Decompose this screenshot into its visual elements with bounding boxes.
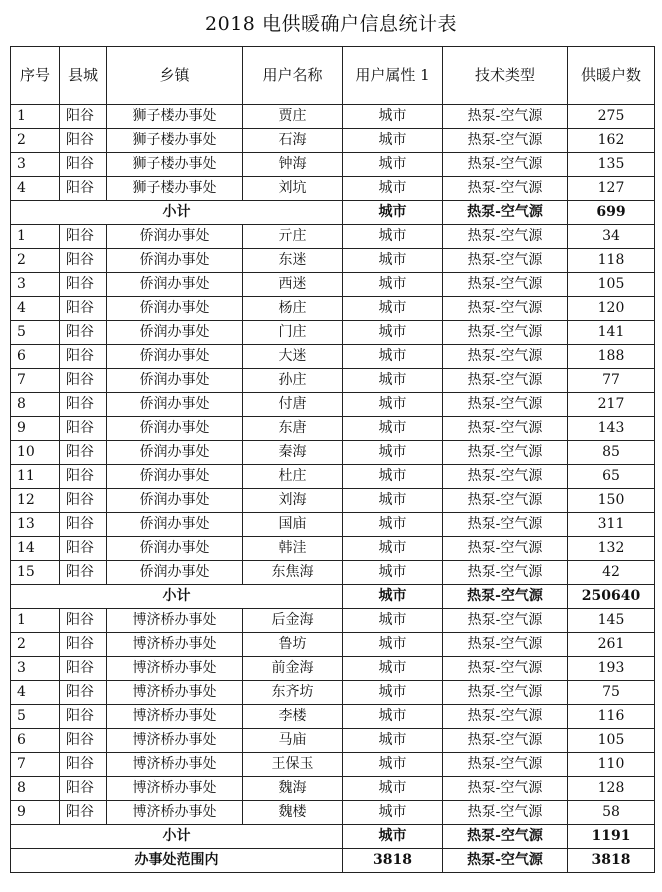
row-tech-type: 热泵-空气源	[443, 729, 568, 753]
row-county: 阳谷	[60, 297, 107, 321]
row-county: 阳谷	[60, 633, 107, 657]
row-town: 博济桥办事处	[107, 657, 243, 681]
row-tech-type: 热泵-空气源	[443, 369, 568, 393]
row-tech-type: 热泵-空气源	[443, 417, 568, 441]
row-index: 7	[11, 369, 60, 393]
row-county: 阳谷	[60, 417, 107, 441]
row-county: 阳谷	[60, 801, 107, 825]
row-user-name: 秦海	[243, 441, 343, 465]
subtotal-tech-type: 热泵-空气源	[443, 825, 568, 849]
row-user-name: 付唐	[243, 393, 343, 417]
row-user-attr: 城市	[343, 441, 443, 465]
row-county: 阳谷	[60, 513, 107, 537]
row-user-attr: 城市	[343, 465, 443, 489]
row-county: 阳谷	[60, 225, 107, 249]
total-tech-type: 热泵-空气源	[443, 849, 568, 873]
row-user-attr: 城市	[343, 609, 443, 633]
row-user-name: 国庙	[243, 513, 343, 537]
table-row	[11, 681, 655, 705]
header-household-count: 供暖户数	[568, 47, 655, 105]
row-town: 狮子楼办事处	[107, 153, 243, 177]
table-row	[11, 345, 655, 369]
row-user-attr: 城市	[343, 417, 443, 441]
row-county: 阳谷	[60, 249, 107, 273]
row-user-attr: 城市	[343, 681, 443, 705]
row-index: 11	[11, 465, 60, 489]
row-user-name: 后金海	[243, 609, 343, 633]
subtotal-attr: 城市	[343, 825, 443, 849]
row-county: 阳谷	[60, 465, 107, 489]
table-row	[11, 105, 655, 129]
row-index: 2	[11, 249, 60, 273]
row-user-attr: 城市	[343, 273, 443, 297]
row-town: 侨润办事处	[107, 417, 243, 441]
row-town: 博济桥办事处	[107, 801, 243, 825]
row-user-attr: 城市	[343, 633, 443, 657]
row-index: 10	[11, 441, 60, 465]
subtotal-attr: 城市	[343, 201, 443, 225]
subtotal-row	[11, 201, 655, 225]
row-user-name: 刘海	[243, 489, 343, 513]
row-county: 阳谷	[60, 777, 107, 801]
row-household-count: 110	[568, 753, 655, 777]
table-row	[11, 609, 655, 633]
row-index: 3	[11, 657, 60, 681]
row-town: 博济桥办事处	[107, 753, 243, 777]
table-row	[11, 225, 655, 249]
row-town: 侨润办事处	[107, 393, 243, 417]
table-row	[11, 513, 655, 537]
row-household-count: 127	[568, 177, 655, 201]
row-tech-type: 热泵-空气源	[443, 225, 568, 249]
row-tech-type: 热泵-空气源	[443, 489, 568, 513]
row-household-count: 105	[568, 729, 655, 753]
row-user-name: 东迷	[243, 249, 343, 273]
row-user-name: 门庄	[243, 321, 343, 345]
row-user-name: 杨庄	[243, 297, 343, 321]
row-county: 阳谷	[60, 753, 107, 777]
row-index: 5	[11, 321, 60, 345]
table-row	[11, 657, 655, 681]
row-index: 2	[11, 129, 60, 153]
header-county: 县城	[60, 47, 107, 105]
row-index: 6	[11, 345, 60, 369]
row-user-attr: 城市	[343, 801, 443, 825]
table-row	[11, 489, 655, 513]
subtotal-count: 1191	[568, 825, 655, 849]
table-row	[11, 777, 655, 801]
row-tech-type: 热泵-空气源	[443, 537, 568, 561]
table-row	[11, 801, 655, 825]
row-user-name: 杜庄	[243, 465, 343, 489]
row-tech-type: 热泵-空气源	[443, 657, 568, 681]
row-index: 2	[11, 633, 60, 657]
row-user-name: 魏楼	[243, 801, 343, 825]
subtotal-label: 小计	[11, 825, 343, 849]
total-count: 3818	[568, 849, 655, 873]
row-household-count: 275	[568, 105, 655, 129]
header-user-name: 用户名称	[243, 47, 343, 105]
table-row	[11, 369, 655, 393]
row-household-count: 145	[568, 609, 655, 633]
row-index: 15	[11, 561, 60, 585]
row-county: 阳谷	[60, 369, 107, 393]
row-user-name: 韩洼	[243, 537, 343, 561]
row-household-count: 116	[568, 705, 655, 729]
row-town: 侨润办事处	[107, 441, 243, 465]
row-county: 阳谷	[60, 129, 107, 153]
row-index: 14	[11, 537, 60, 561]
table-row	[11, 705, 655, 729]
row-town: 博济桥办事处	[107, 729, 243, 753]
row-user-attr: 城市	[343, 129, 443, 153]
row-index: 1	[11, 225, 60, 249]
row-user-attr: 城市	[343, 321, 443, 345]
row-town: 侨润办事处	[107, 297, 243, 321]
row-user-attr: 城市	[343, 537, 443, 561]
row-county: 阳谷	[60, 561, 107, 585]
row-user-name: 西迷	[243, 273, 343, 297]
row-county: 阳谷	[60, 537, 107, 561]
row-household-count: 188	[568, 345, 655, 369]
row-household-count: 58	[568, 801, 655, 825]
row-tech-type: 热泵-空气源	[443, 633, 568, 657]
row-index: 9	[11, 417, 60, 441]
row-user-name: 东唐	[243, 417, 343, 441]
row-county: 阳谷	[60, 657, 107, 681]
row-tech-type: 热泵-空气源	[443, 249, 568, 273]
row-tech-type: 热泵-空气源	[443, 177, 568, 201]
row-user-attr: 城市	[343, 225, 443, 249]
row-household-count: 118	[568, 249, 655, 273]
row-household-count: 75	[568, 681, 655, 705]
row-user-attr: 城市	[343, 561, 443, 585]
row-town: 侨润办事处	[107, 273, 243, 297]
subtotal-row	[11, 585, 655, 609]
row-town: 狮子楼办事处	[107, 177, 243, 201]
subtotal-count: 699	[568, 201, 655, 225]
row-tech-type: 热泵-空气源	[443, 105, 568, 129]
row-town: 狮子楼办事处	[107, 105, 243, 129]
row-town: 侨润办事处	[107, 465, 243, 489]
row-index: 4	[11, 297, 60, 321]
row-town: 狮子楼办事处	[107, 129, 243, 153]
subtotal-tech-type: 热泵-空气源	[443, 585, 568, 609]
row-county: 阳谷	[60, 705, 107, 729]
row-tech-type: 热泵-空气源	[443, 129, 568, 153]
row-user-name: 鲁坊	[243, 633, 343, 657]
row-user-attr: 城市	[343, 153, 443, 177]
row-household-count: 42	[568, 561, 655, 585]
table-row	[11, 177, 655, 201]
row-town: 侨润办事处	[107, 249, 243, 273]
subtotal-label: 小计	[11, 201, 343, 225]
row-household-count: 217	[568, 393, 655, 417]
header-index: 序号	[11, 47, 60, 105]
row-county: 阳谷	[60, 273, 107, 297]
row-household-count: 120	[568, 297, 655, 321]
row-tech-type: 热泵-空气源	[443, 801, 568, 825]
row-tech-type: 热泵-空气源	[443, 441, 568, 465]
row-county: 阳谷	[60, 489, 107, 513]
total-row	[11, 849, 655, 873]
table-row	[11, 753, 655, 777]
row-town: 侨润办事处	[107, 513, 243, 537]
row-index: 8	[11, 777, 60, 801]
row-user-attr: 城市	[343, 753, 443, 777]
row-index: 3	[11, 153, 60, 177]
subtotal-count: 250640	[568, 585, 655, 609]
row-county: 阳谷	[60, 393, 107, 417]
row-household-count: 77	[568, 369, 655, 393]
row-tech-type: 热泵-空气源	[443, 345, 568, 369]
table-row	[11, 249, 655, 273]
row-tech-type: 热泵-空气源	[443, 297, 568, 321]
row-index: 12	[11, 489, 60, 513]
row-household-count: 143	[568, 417, 655, 441]
row-index: 4	[11, 681, 60, 705]
table-row	[11, 153, 655, 177]
header-town: 乡镇	[107, 47, 243, 105]
row-town: 侨润办事处	[107, 321, 243, 345]
row-user-name: 东齐坊	[243, 681, 343, 705]
row-tech-type: 热泵-空气源	[443, 609, 568, 633]
table-row	[11, 633, 655, 657]
row-county: 阳谷	[60, 729, 107, 753]
row-user-attr: 城市	[343, 513, 443, 537]
row-town: 博济桥办事处	[107, 777, 243, 801]
row-user-name: 李楼	[243, 705, 343, 729]
row-tech-type: 热泵-空气源	[443, 705, 568, 729]
row-household-count: 105	[568, 273, 655, 297]
row-index: 1	[11, 609, 60, 633]
row-user-attr: 城市	[343, 297, 443, 321]
row-tech-type: 热泵-空气源	[443, 153, 568, 177]
row-user-name: 前金海	[243, 657, 343, 681]
row-user-attr: 城市	[343, 393, 443, 417]
row-county: 阳谷	[60, 321, 107, 345]
table-row	[11, 561, 655, 585]
row-household-count: 193	[568, 657, 655, 681]
row-household-count: 311	[568, 513, 655, 537]
row-index: 5	[11, 705, 60, 729]
row-county: 阳谷	[60, 681, 107, 705]
row-town: 博济桥办事处	[107, 705, 243, 729]
row-town: 博济桥办事处	[107, 609, 243, 633]
row-user-name: 亓庄	[243, 225, 343, 249]
row-household-count: 141	[568, 321, 655, 345]
table-row	[11, 417, 655, 441]
total-attr: 3818	[343, 849, 443, 873]
row-user-attr: 城市	[343, 249, 443, 273]
row-county: 阳谷	[60, 609, 107, 633]
row-user-name: 马庙	[243, 729, 343, 753]
row-tech-type: 热泵-空气源	[443, 753, 568, 777]
row-county: 阳谷	[60, 105, 107, 129]
row-user-name: 王保玉	[243, 753, 343, 777]
subtotal-attr: 城市	[343, 585, 443, 609]
header-tech-type: 技术类型	[443, 47, 568, 105]
row-household-count: 261	[568, 633, 655, 657]
row-user-attr: 城市	[343, 489, 443, 513]
row-town: 侨润办事处	[107, 537, 243, 561]
row-town: 侨润办事处	[107, 369, 243, 393]
row-index: 8	[11, 393, 60, 417]
subtotal-tech-type: 热泵-空气源	[443, 201, 568, 225]
row-user-attr: 城市	[343, 105, 443, 129]
row-user-attr: 城市	[343, 177, 443, 201]
row-index: 1	[11, 105, 60, 129]
row-household-count: 162	[568, 129, 655, 153]
table-row	[11, 729, 655, 753]
row-town: 侨润办事处	[107, 561, 243, 585]
header-row	[11, 47, 655, 105]
row-town: 侨润办事处	[107, 489, 243, 513]
document-title: 2018 电供暖确户信息统计表	[205, 13, 457, 35]
row-county: 阳谷	[60, 345, 107, 369]
row-index: 4	[11, 177, 60, 201]
row-user-name: 东焦海	[243, 561, 343, 585]
row-household-count: 132	[568, 537, 655, 561]
row-county: 阳谷	[60, 177, 107, 201]
table-row	[11, 465, 655, 489]
subtotal-label: 小计	[11, 585, 343, 609]
row-tech-type: 热泵-空气源	[443, 561, 568, 585]
row-user-name: 贾庄	[243, 105, 343, 129]
row-town: 侨润办事处	[107, 225, 243, 249]
row-index: 13	[11, 513, 60, 537]
row-tech-type: 热泵-空气源	[443, 393, 568, 417]
table-row	[11, 129, 655, 153]
row-user-name: 刘坑	[243, 177, 343, 201]
row-town: 博济桥办事处	[107, 681, 243, 705]
row-tech-type: 热泵-空气源	[443, 273, 568, 297]
row-user-attr: 城市	[343, 345, 443, 369]
row-household-count: 65	[568, 465, 655, 489]
table-row	[11, 537, 655, 561]
row-county: 阳谷	[60, 441, 107, 465]
row-household-count: 128	[568, 777, 655, 801]
table-body	[11, 105, 655, 873]
row-tech-type: 热泵-空气源	[443, 681, 568, 705]
table-row	[11, 393, 655, 417]
subtotal-row	[11, 825, 655, 849]
row-household-count: 85	[568, 441, 655, 465]
row-town: 博济桥办事处	[107, 633, 243, 657]
row-tech-type: 热泵-空气源	[443, 321, 568, 345]
row-user-attr: 城市	[343, 369, 443, 393]
row-index: 7	[11, 753, 60, 777]
row-tech-type: 热泵-空气源	[443, 465, 568, 489]
row-index: 6	[11, 729, 60, 753]
row-household-count: 135	[568, 153, 655, 177]
table-row	[11, 321, 655, 345]
row-user-name: 孙庄	[243, 369, 343, 393]
row-user-attr: 城市	[343, 729, 443, 753]
row-user-name: 大迷	[243, 345, 343, 369]
header-user-attr: 用户属性 1	[343, 47, 443, 105]
row-user-name: 钟海	[243, 153, 343, 177]
table-row	[11, 273, 655, 297]
table-row	[11, 297, 655, 321]
row-user-attr: 城市	[343, 705, 443, 729]
row-tech-type: 热泵-空气源	[443, 777, 568, 801]
table-row	[11, 441, 655, 465]
row-index: 3	[11, 273, 60, 297]
row-household-count: 34	[568, 225, 655, 249]
row-town: 侨润办事处	[107, 345, 243, 369]
row-user-name: 魏海	[243, 777, 343, 801]
row-user-attr: 城市	[343, 777, 443, 801]
heating-statistics-table	[10, 46, 655, 873]
row-user-attr: 城市	[343, 657, 443, 681]
row-user-name: 石海	[243, 129, 343, 153]
row-household-count: 150	[568, 489, 655, 513]
total-label: 办事处范围内	[11, 849, 343, 873]
row-index: 9	[11, 801, 60, 825]
row-county: 阳谷	[60, 153, 107, 177]
row-tech-type: 热泵-空气源	[443, 513, 568, 537]
